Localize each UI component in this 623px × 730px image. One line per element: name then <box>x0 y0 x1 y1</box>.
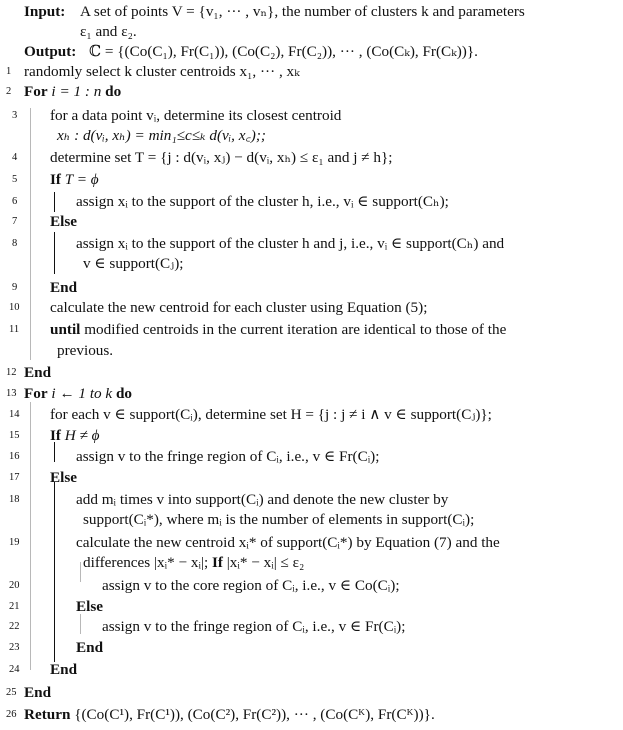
line-text: calculate the new centroid for each cluster using Equation (5); <box>50 299 428 316</box>
line-text: H ≠ ϕ <box>60 427 100 444</box>
line-text: for a data point vᵢ, determine its closest centroid <box>50 107 342 124</box>
line-text: xₕ : d(vᵢ, xₕ) = min₁≤c≤ₖ d(vᵢ, x꜀);; <box>57 127 266 144</box>
keyword-else: Else <box>50 469 78 486</box>
line-number: 11 <box>9 324 20 335</box>
line-text: v ∈ support(Cⱼ); <box>83 255 184 272</box>
keyword-end: End <box>76 639 104 656</box>
keyword-if: If <box>50 171 61 188</box>
line-text: assign v to the fringe region of Cᵢ, i.e., v ∈ Fr(Cᵢ); <box>76 448 380 465</box>
line-number: 20 <box>9 580 20 591</box>
keyword-else: Else <box>76 598 104 615</box>
keyword-if: If <box>50 427 61 444</box>
keyword-end: End <box>50 279 78 296</box>
line-text: determine set T = {j : d(vᵢ, xⱼ) − d(vᵢ, xₕ) ≤ ε₁ and j ≠ h}; <box>50 149 393 166</box>
line-number: 6 <box>12 196 18 207</box>
keyword-if: If <box>211 554 223 571</box>
line-number: 13 <box>6 388 17 399</box>
line-text: i = 1 : n <box>47 83 106 100</box>
line-number: 18 <box>9 494 20 505</box>
line-number: 5 <box>12 174 18 185</box>
else3-block-bar <box>80 614 81 634</box>
line-number: 22 <box>9 621 20 632</box>
line-text: assign xᵢ to the support of the cluster h, i.e., vᵢ ∈ support(Cₕ); <box>76 193 449 210</box>
if-block-bar <box>54 192 55 212</box>
output-label: Output: <box>24 43 77 60</box>
input-label: Input: <box>24 3 66 20</box>
keyword-do: do <box>105 83 122 100</box>
line-number: 9 <box>12 282 18 293</box>
line-text: previous. <box>57 342 114 359</box>
line-number: 24 <box>9 664 20 675</box>
keyword-for: For <box>24 83 48 100</box>
line-text: differences |xᵢ* − xᵢ|; <box>83 554 212 571</box>
keyword-end: End <box>24 684 52 701</box>
line-number: 19 <box>9 537 20 548</box>
line-text: support(Cᵢ*), where mᵢ is the number of elements in support(Cᵢ); <box>83 511 475 528</box>
line-number: 23 <box>9 642 20 653</box>
line-text: randomly select k cluster centroids x₁, ··· , xₖ <box>24 63 300 80</box>
line-text: i ← 1 to k <box>47 385 116 402</box>
keyword-for: For <box>24 385 48 402</box>
line-text: {(Co(C¹), Fr(C¹)), (Co(C²), Fr(C²)), ··· , (Co(Cᴷ), Fr(Cᴷ))}. <box>70 706 435 723</box>
line-number: 15 <box>9 430 20 441</box>
for-block-bar <box>30 108 31 360</box>
line-text: T = ϕ <box>60 171 99 188</box>
for2-block-bar <box>30 402 31 670</box>
line-number: 1 <box>6 66 12 77</box>
line-text: assign v to the fringe region of Cᵢ, i.e., v ∈ Fr(Cᵢ); <box>102 618 406 635</box>
line-number: 10 <box>9 302 20 313</box>
line-text: modified centroids in the current iteration are identical to those of the <box>80 321 507 338</box>
line-number: 12 <box>6 367 17 378</box>
input-text-cont: ε₁ and ε₂. <box>80 23 137 40</box>
line-text: calculate the new centroid xᵢ* of support(Cᵢ*) by Equation (7) and the <box>76 534 500 551</box>
keyword-until: until <box>50 321 81 338</box>
line-number: 4 <box>12 152 18 163</box>
line-number: 26 <box>6 709 17 720</box>
keyword-return: Return <box>24 706 71 723</box>
output-text: ℂ = {(Co(C₁), Fr(C₁)), (Co(C₂), Fr(C₂)), ··· , (Co(Cₖ), Fr(Cₖ))}. <box>89 43 478 60</box>
line-number: 16 <box>9 451 20 462</box>
line-number: 3 <box>12 110 18 121</box>
line-number: 7 <box>12 216 18 227</box>
keyword-do: do <box>115 385 133 402</box>
line-text: add mᵢ times v into support(Cᵢ) and denote the new cluster by <box>76 491 449 508</box>
else-block-bar <box>54 232 55 274</box>
input-text: A set of points V = {v₁, ··· , vₙ}, the number of clusters k and parameters <box>80 3 525 20</box>
keyword-end: End <box>24 364 52 381</box>
if3-block-bar <box>80 562 81 582</box>
line-text: assign xᵢ to the support of the cluster h and j, i.e., vᵢ ∈ support(Cₕ) and <box>76 235 505 252</box>
keyword-else: Else <box>50 213 78 230</box>
line-text: for each v ∈ support(Cᵢ), determine set H = {j : j ≠ i ∧ v ∈ support(Cⱼ)}; <box>50 406 492 423</box>
line-number: 8 <box>12 238 18 249</box>
line-number: 2 <box>6 86 12 97</box>
else2-block-bar <box>54 482 55 662</box>
line-text: |xᵢ* − xᵢ| ≤ ε₂ <box>222 554 305 571</box>
line-text: assign v to the core region of Cᵢ, i.e., v ∈ Co(Cᵢ); <box>102 577 400 594</box>
line-number: 21 <box>9 601 20 612</box>
line-number: 14 <box>9 409 20 420</box>
keyword-end: End <box>50 661 78 678</box>
line-number: 17 <box>9 472 20 483</box>
line-number: 25 <box>6 687 17 698</box>
